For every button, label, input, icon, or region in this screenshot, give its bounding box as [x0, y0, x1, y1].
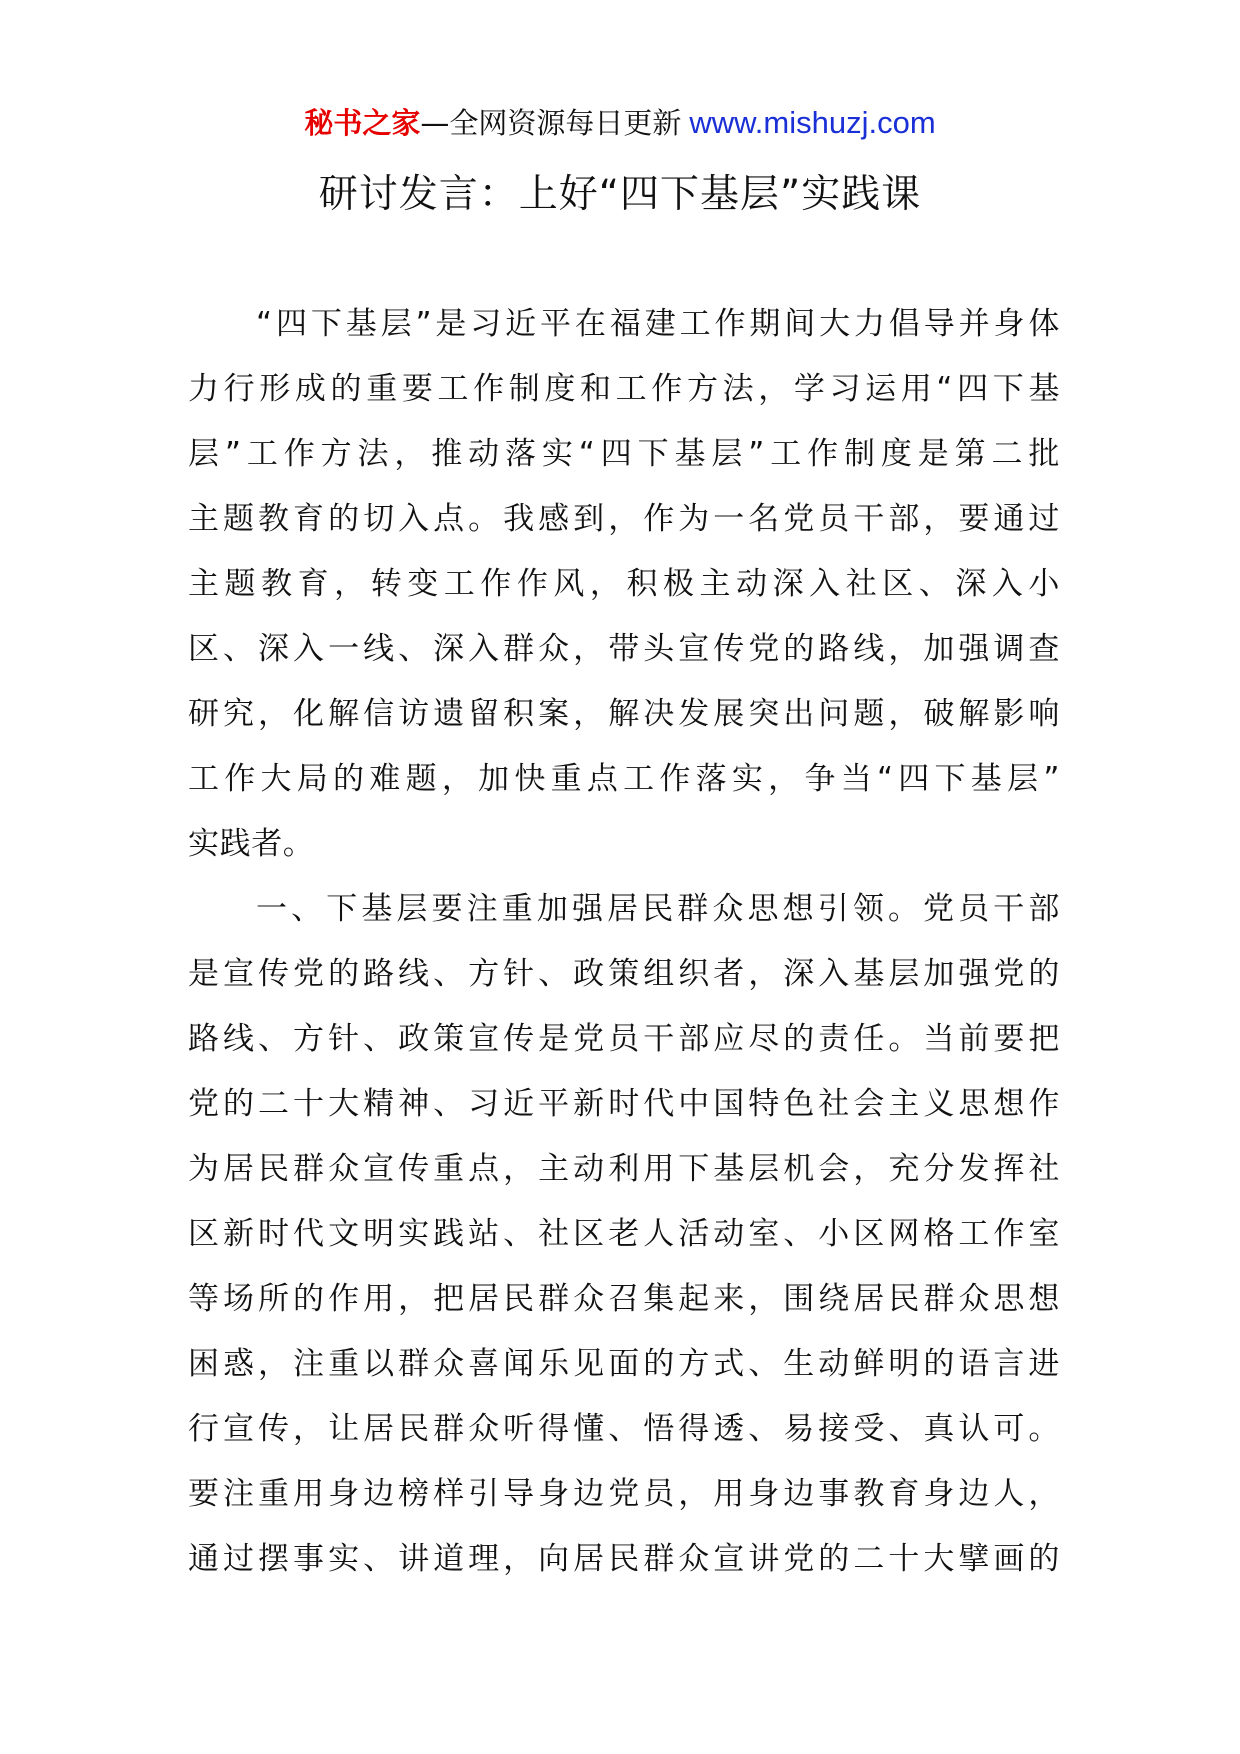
text-line: 研究，化解信访遗留积案，解决发展突出问题，破解影响 [188, 696, 1060, 732]
site-tagline: —全网资源每日更新 [420, 106, 682, 140]
text-line: 要注重用身边榜样引导身边党员，用身边事教育身边人， [188, 1476, 1060, 1512]
text-line: 区、深入一线、深入群众，带头宣传党的路线，加强调查 [188, 631, 1060, 667]
document-title: 研讨发言：上好“四下基层”实践课 [318, 172, 922, 217]
text-line: 等场所的作用，把居民群众召集起来，围绕居民群众思想 [188, 1281, 1060, 1317]
text-line: 行宣传，让居民群众听得懂、悟得透、易接受、真认可。 [188, 1411, 1060, 1447]
text-line: 为居民群众宣传重点，主动利用下基层机会，充分发挥社 [188, 1151, 1060, 1187]
text-line: 困惑，注重以群众喜闻乐见面的方式、生动鲜明的语言进 [188, 1346, 1060, 1382]
paragraph-1 [188, 292, 1060, 877]
site-header [0, 103, 1240, 143]
text-line: 党的二十大精神、习近平新时代中国特色社会主义思想作 [188, 1086, 1060, 1122]
text-line: 工作大局的难题，加快重点工作落实，争当“四下基层” [188, 761, 1060, 797]
document-body [188, 292, 1060, 1592]
text-line: 层”工作方法，推动落实“四下基层”工作制度是第二批 [188, 436, 1060, 472]
brand-name: 秘书之家 [304, 106, 421, 140]
paragraph-2 [188, 877, 1060, 1592]
text-line: 力行形成的重要工作制度和工作方法，学习运用“四下基 [188, 371, 1060, 407]
text-line: “四下基层”是习近平在福建工作期间大力倡导并身体 [256, 306, 1060, 342]
text-line: 通过摆事实、讲道理，向居民群众宣讲党的二十大擘画的 [188, 1541, 1060, 1577]
site-url-link[interactable]: www.mishuzj.com [689, 105, 936, 140]
text-line: 是宣传党的路线、方针、政策组织者，深入基层加强党的 [188, 956, 1060, 992]
text-line: 一、下基层要注重加强居民群众思想引领。党员干部 [256, 891, 1060, 927]
text-line: 主题教育，转变工作作风，积极主动深入社区、深入小 [188, 566, 1060, 602]
text-line: 区新时代文明实践站、社区老人活动室、小区网格工作室 [188, 1216, 1060, 1252]
text-line: 实践者。 [188, 826, 315, 862]
text-line: 路线、方针、政策宣传是党员干部应尽的责任。当前要把 [188, 1021, 1060, 1057]
text-line: 主题教育的切入点。我感到，作为一名党员干部，要通过 [188, 501, 1060, 537]
